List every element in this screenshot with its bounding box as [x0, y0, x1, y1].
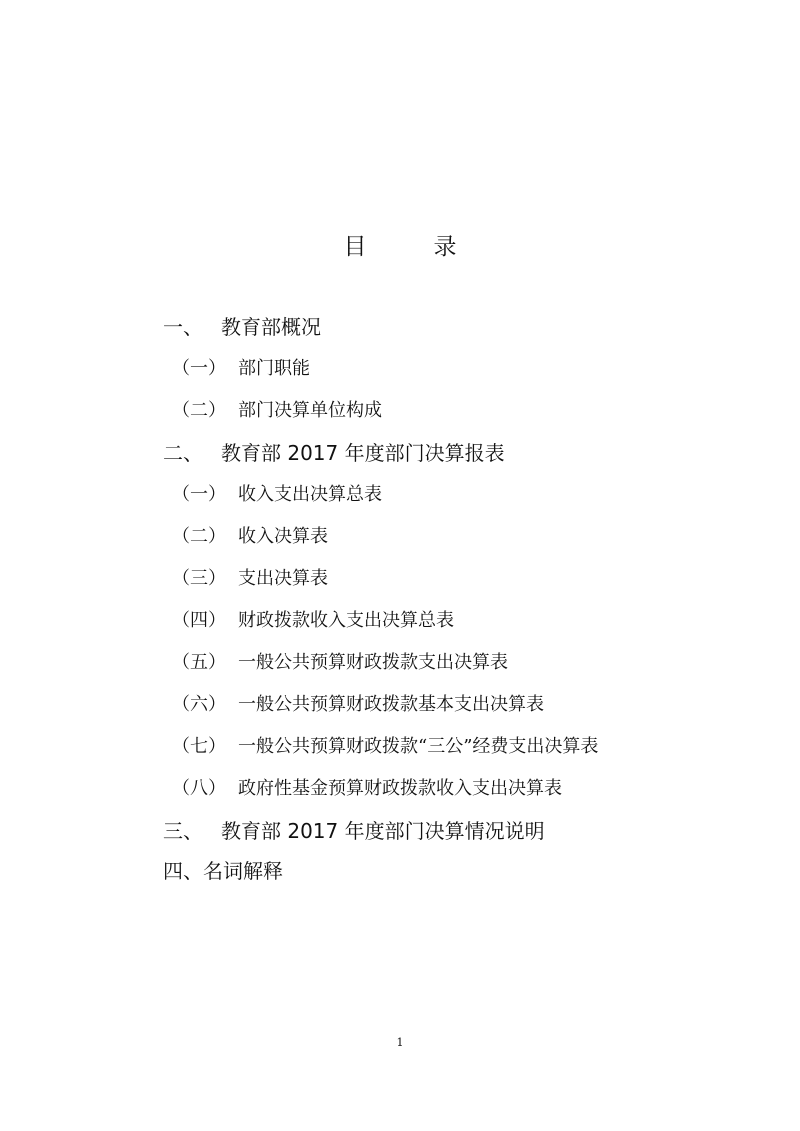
toc-title: 目 录: [343, 234, 479, 260]
toc-entry-number: （七）: [172, 736, 226, 757]
toc-entry-number: （三）: [172, 568, 226, 589]
toc-entry-text: 教育部 2017 年度部门决算报表: [221, 441, 505, 465]
toc-entry-number: （五）: [172, 652, 226, 673]
toc-entry-number: 四、: [163, 859, 203, 883]
toc-entry-text: 部门决算单位构成: [238, 400, 382, 421]
toc-entry-text: 收入支出决算总表: [238, 484, 382, 505]
toc-entry-number: （八）: [172, 778, 226, 799]
toc-entry-text: 政府性基金预算财政拨款收入支出决算表: [238, 778, 562, 799]
toc-entry-text: 收入决算表: [238, 526, 328, 547]
toc-entry-number: （一）: [172, 484, 226, 505]
toc-entry-text: 名词解释: [203, 859, 283, 883]
toc-entry-number: （二）: [172, 526, 226, 547]
toc-entry-number: （四）: [172, 610, 226, 631]
toc-entry-number: （二）: [172, 400, 226, 421]
toc-entry-number: （一）: [172, 358, 226, 379]
toc-entry-text: 一般公共预算财政拨款支出决算表: [238, 652, 508, 673]
toc-entry-section-2[interactable]: [163, 440, 505, 466]
toc-entry-section-1[interactable]: [163, 314, 321, 340]
toc-entry-section-4[interactable]: [163, 858, 283, 884]
toc-entry-text: 教育部 2017 年度部门决算情况说明: [221, 819, 545, 843]
page-number: 1: [396, 1036, 404, 1049]
toc-entry-number: 一、: [163, 315, 203, 339]
toc-entry-text: 一般公共预算财政拨款基本支出决算表: [238, 694, 544, 715]
toc-entry-number: （六）: [172, 694, 226, 715]
toc-entry-text: 支出决算表: [238, 568, 328, 589]
toc-entry-text: 教育部概况: [221, 315, 321, 339]
toc-entry-section-3[interactable]: [163, 818, 545, 844]
toc-entry-text: 一般公共预算财政拨款“三公”经费支出决算表: [238, 736, 599, 757]
toc-entry-text: 财政拨款收入支出决算总表: [238, 610, 454, 631]
toc-entry-text: 部门职能: [238, 358, 310, 379]
toc-entry-number: 三、: [163, 819, 203, 843]
toc-entry-number: 二、: [163, 441, 203, 465]
